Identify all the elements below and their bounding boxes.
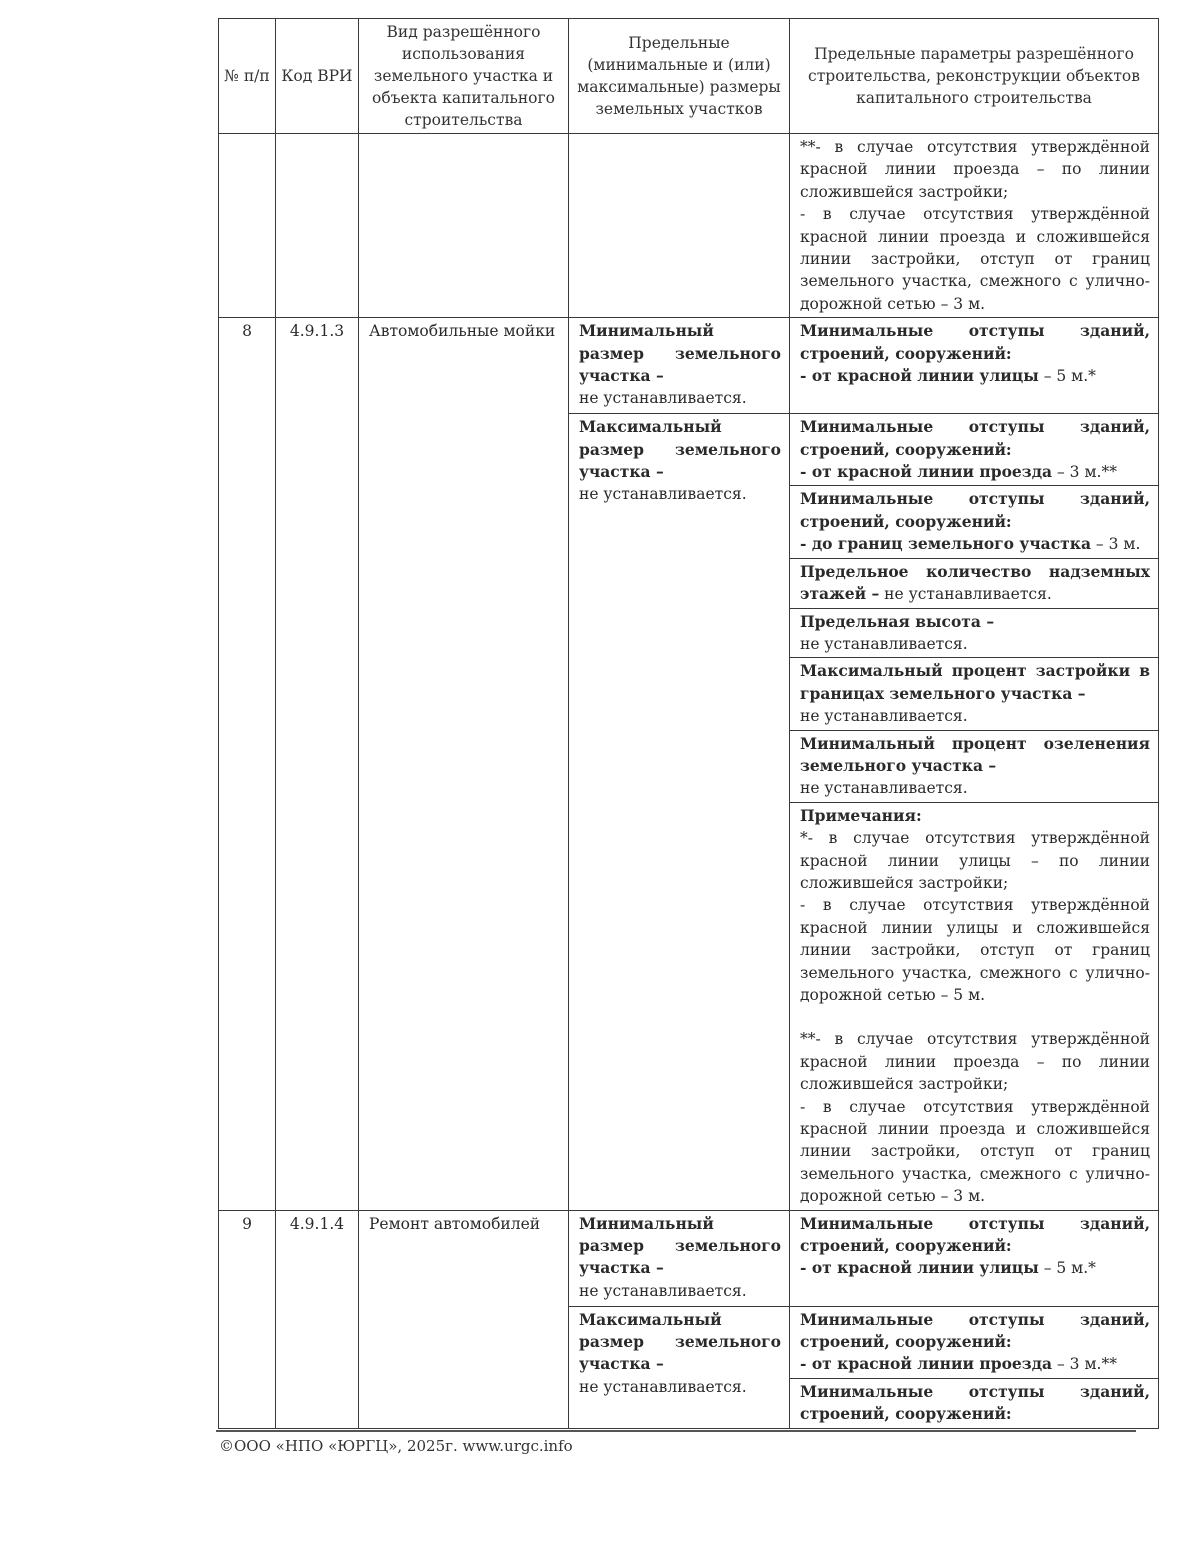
header-params: Предельные параметры разрешённого строительства, реконструкции объектов капитального строительства xyxy=(790,19,1159,134)
regulations-table xyxy=(218,18,1159,1429)
row8-num: 8 xyxy=(219,318,276,1210)
row8-param-7: Минимальный процент озеленения земельного участка – не устанавливается. xyxy=(790,730,1159,802)
note-1: *- в случае отсутствия утверждённой красной линии улицы – по линии сложившейся застройки; xyxy=(800,829,1150,892)
header-code: Код ВРИ xyxy=(276,19,359,134)
row8-min-size: Минимальный размер земельного участка – не устанавливается. xyxy=(569,318,790,414)
row9-kind: Ремонт автомобилей xyxy=(359,1210,569,1428)
note-3: **- в случае отсутствия утверждённой красной линии проезда – по линии сложившейся застройки; xyxy=(800,1030,1150,1094)
table-header-row xyxy=(219,19,1159,134)
row9-min-size: Минимальный размер земельного участка – не устанавливается. xyxy=(569,1210,790,1306)
row8-notes xyxy=(790,802,1159,1210)
table-row-continuation xyxy=(219,134,1159,318)
note-4: - в случае отсутствия утверждённой красной линии проезда и сложившейся линии застройки, отступ от границ земельного участка, смежного с улично-дорожной сетью – 3 м. xyxy=(800,1097,1150,1206)
row8-max-size: Максимальный размер земельного участка – не устанавливается. xyxy=(569,414,790,1210)
row8-param-6: Максимальный процент застройки в границах земельного участка – не устанавливается. xyxy=(790,658,1159,730)
continuation-note-2: - в случае отсутствия утверждённой красной линии проезда и сложившейся линии застройки, отступ от границ земельного участка, смежного с улично-дорожной сетью – 3 м. xyxy=(800,205,1150,313)
table-row-8 xyxy=(219,318,1159,414)
row8-code: 4.9.1.3 xyxy=(276,318,359,1210)
row9-num: 9 xyxy=(219,1210,276,1428)
row8-param-5: Предельная высота – не устанавливается. xyxy=(790,608,1159,658)
table-row-9 xyxy=(219,1210,1159,1306)
header-kind: Вид разрешённого использования земельного участка и объекта капитального строительства xyxy=(359,19,569,134)
row9-max-size: Максимальный размер земельного участка – не устанавливается. xyxy=(569,1306,790,1428)
notes-title: Примечания: xyxy=(800,805,922,825)
footer-copyright: ©ООО «НПО «ЮРГЦ», 2025г. www.urgc.info xyxy=(219,1437,573,1455)
continuation-note-cell xyxy=(790,134,1159,318)
row9-param-2: Минимальные отступы зданий, строений, сооружений: - от красной линии проезда – 3 м.** xyxy=(790,1306,1159,1378)
row9-param-3: Минимальные отступы зданий, строений, сооружений: xyxy=(790,1378,1159,1428)
header-num: № п/п xyxy=(219,19,276,134)
row8-param-1: Минимальные отступы зданий, строений, сооружений: - от красной линии улицы – 5 м.* xyxy=(790,318,1159,414)
row8-kind: Автомобильные мойки xyxy=(359,318,569,1210)
note-2: - в случае отсутствия утверждённой красной линии улицы и сложившейся линии застройки, отступ от границ земельного участка, смежного с улично-дорожной сетью – 5 м. xyxy=(800,896,1150,1004)
row9-code: 4.9.1.4 xyxy=(276,1210,359,1428)
row8-param-4: Предельное количество надземных этажей – не устанавливается. xyxy=(790,558,1159,608)
header-sizes: Предельные (минимальные и (или) максимальные) размеры земельных участков xyxy=(569,19,790,134)
row9-param-1: Минимальные отступы зданий, строений, сооружений: - от красной линии улицы – 5 м.* xyxy=(790,1210,1159,1306)
continuation-note-1: **- в случае отсутствия утверждённой красной линии проезда – по линии сложившейся застройки; xyxy=(800,138,1150,201)
row8-param-3: Минимальные отступы зданий, строений, сооружений: - до границ земельного участка – 3 м. xyxy=(790,486,1159,558)
footer-divider xyxy=(216,1430,1136,1432)
row8-param-2: Минимальные отступы зданий, строений, сооружений: - от красной линии проезда – 3 м.** xyxy=(790,414,1159,486)
